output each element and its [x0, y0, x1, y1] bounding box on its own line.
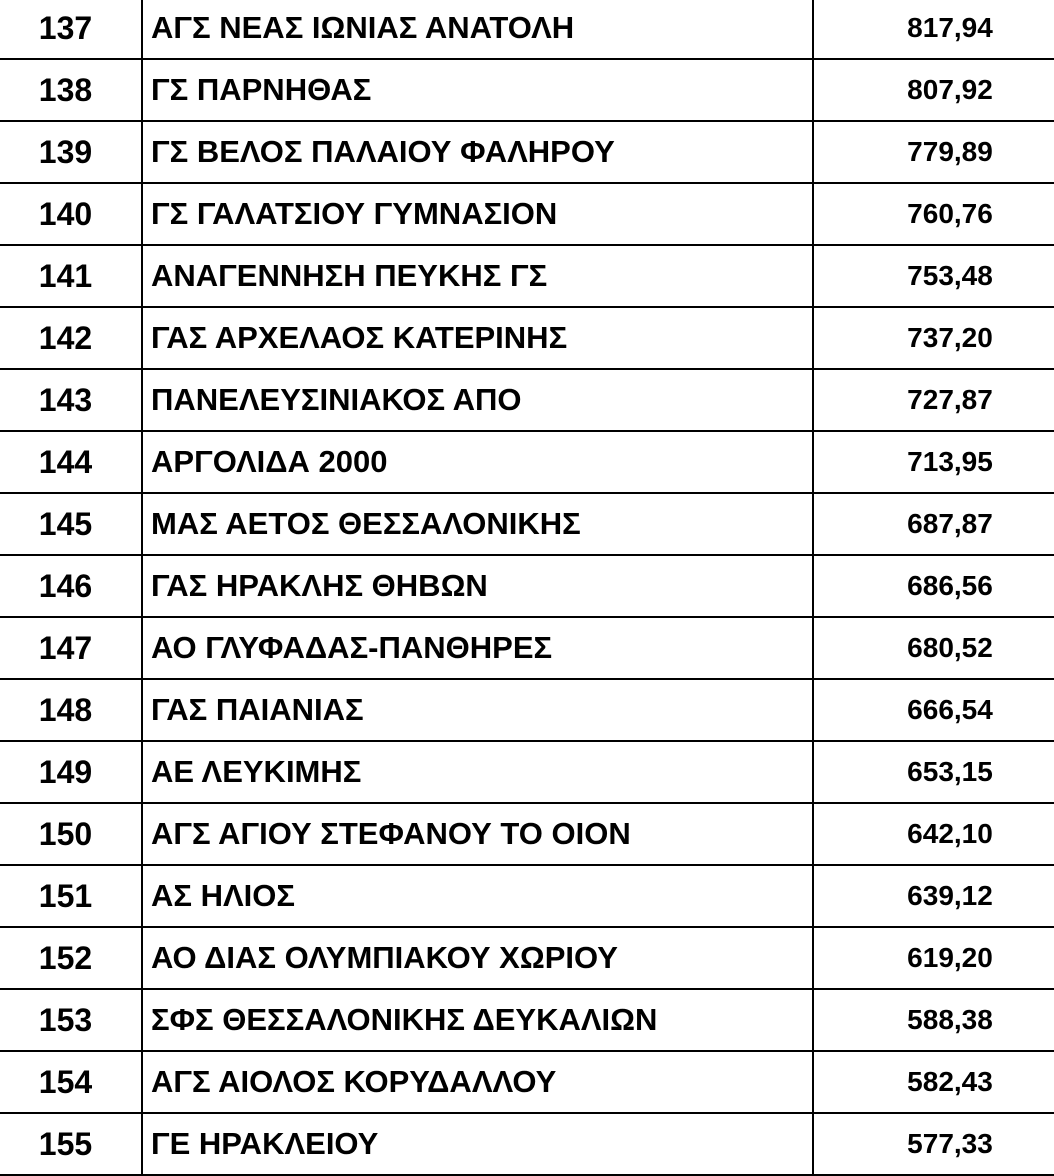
- club-name-cell: ΣΦΣ ΘΕΣΣΑΛΟΝΙΚΗΣ ΔΕΥΚΑΛΙΩΝ: [142, 989, 813, 1051]
- rank-cell: 143: [0, 369, 142, 431]
- club-name-cell: ΑΓΣ ΑΙΟΛΟΣ ΚΟΡΥΔΑΛΛΟΥ: [142, 1051, 813, 1113]
- score-cell: 753,48: [813, 245, 1054, 307]
- table-row: [0, 1113, 1054, 1175]
- score-cell: 666,54: [813, 679, 1054, 741]
- table-row: [0, 865, 1054, 927]
- table-row: [0, 989, 1054, 1051]
- table-row: [0, 803, 1054, 865]
- rank-cell: 150: [0, 803, 142, 865]
- table-row: [0, 741, 1054, 803]
- table-row: [0, 555, 1054, 617]
- club-name-cell: ΑΓΣ ΝΕΑΣ ΙΩΝΙΑΣ ΑΝΑΤΟΛΗ: [142, 0, 813, 59]
- score-cell: 588,38: [813, 989, 1054, 1051]
- table-row: [0, 617, 1054, 679]
- club-name-cell: ΑΓΣ ΑΓΙΟΥ ΣΤΕΦΑΝΟΥ ΤΟ ΟΙΟΝ: [142, 803, 813, 865]
- club-name-cell: ΑΣ ΗΛΙΟΣ: [142, 865, 813, 927]
- score-cell: 713,95: [813, 431, 1054, 493]
- rank-cell: 146: [0, 555, 142, 617]
- table-row: [0, 431, 1054, 493]
- score-cell: 779,89: [813, 121, 1054, 183]
- club-name-cell: ΓΑΣ ΠΑΙΑΝΙΑΣ: [142, 679, 813, 741]
- score-cell: 619,20: [813, 927, 1054, 989]
- rank-cell: 151: [0, 865, 142, 927]
- rank-cell: 142: [0, 307, 142, 369]
- score-cell: 582,43: [813, 1051, 1054, 1113]
- table-row: [0, 307, 1054, 369]
- table-row: [0, 59, 1054, 121]
- club-name-cell: ΓΑΣ ΑΡΧΕΛΑΟΣ ΚΑΤΕΡΙΝΗΣ: [142, 307, 813, 369]
- club-name-cell: ΓΕ ΗΡΑΚΛΕΙΟΥ: [142, 1113, 813, 1175]
- club-name-cell: ΓΣ ΠΑΡΝΗΘΑΣ: [142, 59, 813, 121]
- rank-cell: 154: [0, 1051, 142, 1113]
- score-cell: 653,15: [813, 741, 1054, 803]
- rank-cell: 145: [0, 493, 142, 555]
- score-cell: 680,52: [813, 617, 1054, 679]
- club-name-cell: ΓΣ ΒΕΛΟΣ ΠΑΛΑΙΟΥ ΦΑΛΗΡΟΥ: [142, 121, 813, 183]
- club-name-cell: ΓΣ ΓΑΛΑΤΣΙΟΥ ΓΥΜΝΑΣΙΟΝ: [142, 183, 813, 245]
- score-cell: 807,92: [813, 59, 1054, 121]
- rank-cell: 139: [0, 121, 142, 183]
- rank-cell: 155: [0, 1113, 142, 1175]
- score-cell: 577,33: [813, 1113, 1054, 1175]
- rank-cell: 140: [0, 183, 142, 245]
- table-row: [0, 1051, 1054, 1113]
- rank-cell: 148: [0, 679, 142, 741]
- rank-cell: 149: [0, 741, 142, 803]
- score-cell: 639,12: [813, 865, 1054, 927]
- rank-cell: 138: [0, 59, 142, 121]
- rank-cell: 144: [0, 431, 142, 493]
- table-row: [0, 927, 1054, 989]
- club-name-cell: ΑΕ ΛΕΥΚΙΜΗΣ: [142, 741, 813, 803]
- table-row: [0, 493, 1054, 555]
- score-cell: 727,87: [813, 369, 1054, 431]
- club-name-cell: ΑΡΓΟΛΙΔΑ 2000: [142, 431, 813, 493]
- rank-cell: 141: [0, 245, 142, 307]
- club-name-cell: ΑΟ ΓΛΥΦΑΔΑΣ-ΠΑΝΘΗΡΕΣ: [142, 617, 813, 679]
- table-row: [0, 183, 1054, 245]
- score-cell: 687,87: [813, 493, 1054, 555]
- table-row: [0, 0, 1054, 59]
- club-name-cell: ΑΟ ΔΙΑΣ ΟΛΥΜΠΙΑΚΟΥ ΧΩΡΙΟΥ: [142, 927, 813, 989]
- table-row: [0, 369, 1054, 431]
- score-cell: 642,10: [813, 803, 1054, 865]
- rank-cell: 137: [0, 0, 142, 59]
- rank-cell: 152: [0, 927, 142, 989]
- table-row: [0, 679, 1054, 741]
- club-name-cell: ΓΑΣ ΗΡΑΚΛΗΣ ΘΗΒΩΝ: [142, 555, 813, 617]
- club-name-cell: ΑΝΑΓΕΝΝΗΣΗ ΠΕΥΚΗΣ ΓΣ: [142, 245, 813, 307]
- score-cell: 737,20: [813, 307, 1054, 369]
- table-row: [0, 121, 1054, 183]
- club-name-cell: ΜΑΣ ΑΕΤΟΣ ΘΕΣΣΑΛΟΝΙΚΗΣ: [142, 493, 813, 555]
- club-name-cell: ΠΑΝΕΛΕΥΣΙΝΙΑΚΟΣ ΑΠΟ: [142, 369, 813, 431]
- rank-cell: 153: [0, 989, 142, 1051]
- score-cell: 817,94: [813, 0, 1054, 59]
- score-cell: 686,56: [813, 555, 1054, 617]
- score-cell: 760,76: [813, 183, 1054, 245]
- table-row: [0, 245, 1054, 307]
- rank-cell: 147: [0, 617, 142, 679]
